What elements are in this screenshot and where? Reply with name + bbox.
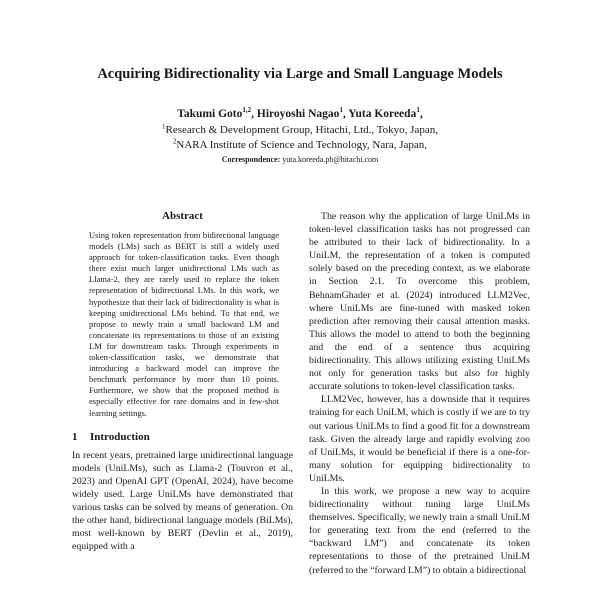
right-column: [309, 210, 530, 577]
abstract-text: Using token representation from bidirectional language models (LMs) such as BERT is still a widely used approach for token-classification tasks. Even though there exist much larger unidirectional LMs such as Llama-2, they are rarely used to replace the token representation of bidirectional LMs. In this work, we hypothesize that their lack of bidirectionality is what is keeping unidirectional LMs behind. To that end, we propose to newly train a small backward LM and concatenate its representations to those of an existing LM for downstream tasks. Through experiments in token-classification tasks, we demonstrate that introducing a backward model can improve the benchmark performance by more than 10 points. Furthermore, we show that the proposed method is especially effective for rare domains and in few-shot learning settings.: [89, 230, 279, 418]
body-paragraph: In this work, we propose a new way to acquire bidirectionality without tuning large UniLMs themselves. Specifically, we newly train a small UniLM for generating text from the end (referred to the “backward LM”) and concatenate its token representations to those of the pretrained UniLM (referred to the “forward LM”) to obtain a bidirectional: [309, 485, 530, 576]
author-separator: ,: [342, 108, 349, 120]
paper-title: Acquiring Bidirectionality via Large and Small Language Models: [97, 66, 503, 82]
body-paragraph: The reason why the application of large UniLMs in token-level classification tasks has not progressed can be attributed to their lack of bidirectionality. In a UniLM, the representation of a token is computed solely based on the preceding context, as we elaborate in Section 2.1. To overcome this problem, BehnamGhader et al. (2024) introduced LLM2Vec, where UniLMs are fine-tuned with masked token prediction after removing their causal attention masks. This allows the model to attend to both the beginning and the end of a sentence thus acquiring bidirectionality. This allows utilizing existing UniLMs not only for generation tasks but also for highly accurate solutions to token-level classification tasks.: [309, 211, 530, 393]
section-number: 1: [72, 430, 78, 443]
author-name: Hiroyoshi Nagao: [256, 108, 340, 120]
author-list: [0, 108, 600, 120]
affiliation-mark: 1: [162, 122, 166, 131]
author-name: Takumi Goto: [177, 108, 243, 120]
author-affiliation-mark: 1,2: [242, 106, 252, 115]
correspondence-email[interactable]: yuta.koreeda.pb@hitachi.com: [282, 155, 379, 164]
author-name: Yuta Koreeda: [348, 108, 417, 120]
affiliation: [0, 124, 600, 136]
body-paragraph: LLM2Vec, however, has a downside that it requires training for each UniLM, which is costly if we are to try out various UniLMs to find a good fit for a downstream task. Given the already large and rapidly evolving zoo of UniLMs, it would be beneficial if there is a one-for-many solution for equipping bidirectionality to UniLMs.: [309, 394, 530, 484]
affiliation: [0, 139, 600, 151]
section-title: Introduction: [90, 430, 150, 443]
left-column: [72, 210, 293, 553]
author-affiliation-mark: 1: [416, 106, 420, 115]
affiliation-text: NARA Institute of Science and Technology, Nara, Japan,: [176, 139, 428, 151]
author-separator: ,: [251, 108, 257, 120]
body-paragraph: In recent years, pretrained large unidirectional language models (UniLMs), such as Llama-2 (Touvron et al., 2023) and OpenAI GPT (OpenAI, 2024), have become widely used. Large UniLMs have demonstrated that various tasks can be solved by means of generation. On the other hand, bidirectional language models (BiLMs), most well-known by BERT (Devlin et al., 2019), equipped with a: [72, 449, 293, 553]
abstract-heading: Abstract: [162, 210, 203, 222]
affiliation-mark: 2: [172, 137, 177, 146]
author-affiliation-mark: 1: [339, 106, 343, 115]
correspondence-line: [0, 155, 600, 164]
section-heading-introduction: [72, 431, 293, 443]
correspondence-label: Correspondence:: [221, 155, 281, 164]
author-separator: ,: [419, 108, 423, 120]
affiliation-text: Research & Development Group, Hitachi, Ltd., Tokyo, Japan,: [165, 124, 438, 136]
